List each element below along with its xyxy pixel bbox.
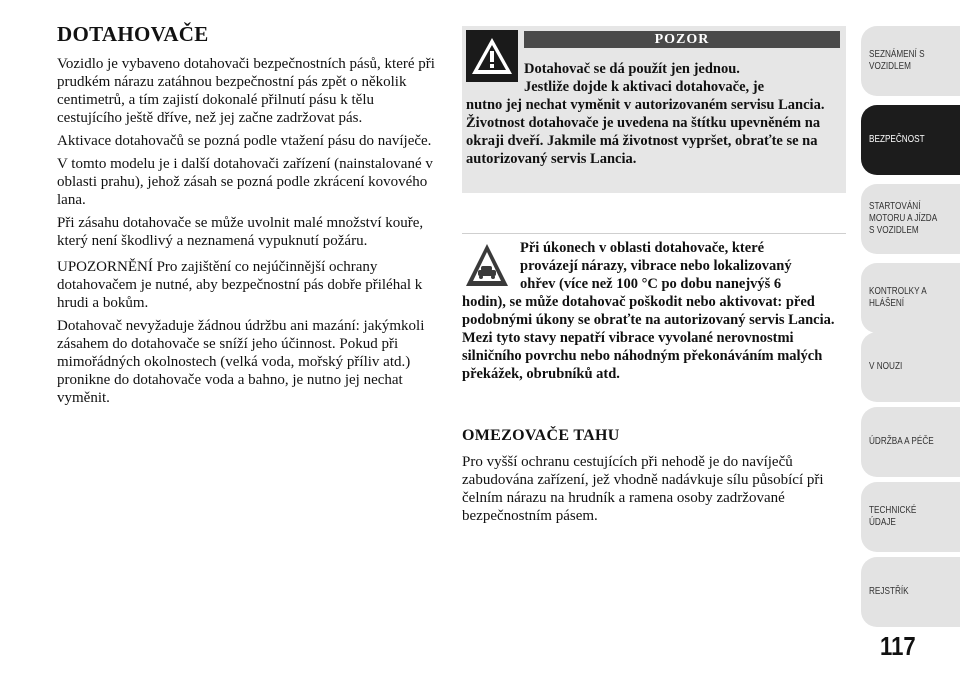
warning-label: POZOR	[524, 31, 840, 48]
tab-technicke-udaje[interactable]	[861, 482, 960, 552]
paragraph-1: Vozidlo je vybaveno dotahovači bezpečnostních pásů, které při prudkém nárazu zatáhnou bezpečnostní pás zpět o několik centimetrů, a tím zajistí dokonalé přilnutí pásu k tělu cestujícího ještě dříve, než jej začne zadržovat pás.	[57, 56, 435, 126]
tab-startovani[interactable]	[861, 184, 960, 254]
tab-label: V NOUZI	[869, 361, 903, 372]
section2-text: Pro vyšší ochranu cestujících při nehodě je do navíječů zabudována zařízení, jež vhodně nadávkuje sílu působící při čelním nárazu na hrudník a ramena osoby zadržované bezpečnostním pásem.	[462, 454, 824, 524]
paragraph-3: V tomto modelu je i další dotahovači zařízení (nainstalované v oblasti prahu), jehož zásah se pozná podle zkrácení kovového lana.	[57, 156, 433, 208]
page-number: 117	[880, 631, 916, 661]
tab-label: SEZNÁMENÍ S VOZIDLEM	[869, 49, 925, 72]
paragraph-2: Aktivace dotahovačů se pozná podle vtažení pásu do navíječe.	[57, 133, 432, 149]
section2-title: OMEZOVAČE TAHU	[462, 427, 620, 444]
tab-label: KONTROLKY A HLÁŠENÍ	[869, 286, 927, 309]
paragraph-warning-note: UPOZORNĚNÍ Pro zajištění co nejúčinnější ochrany dotahovačem je nutné, aby bezpečnostní pás dobře přiléhal k hrudi a bokům.	[57, 259, 423, 311]
warning-text	[466, 60, 842, 168]
warning-box	[462, 26, 846, 193]
tab-seznameni[interactable]	[861, 26, 960, 96]
caution-line-2: provázejí nárazy, vibrace nebo lokalizovaný	[520, 258, 792, 274]
tab-label: ÚDRŽBA A PÉČE	[869, 436, 934, 447]
tab-kontrolky[interactable]	[861, 263, 960, 333]
left-column	[57, 22, 442, 412]
warning-text-rest: nutno jej nechat vyměnit v autorizovaném servisu Lancia. Životnost dotahovače je uvedena na štítku upevněném na okraji dveří. Jakmile má životnost vypršet, obraťte se na autorizovaný servis Lancia.	[466, 97, 825, 167]
caution-note	[462, 239, 846, 383]
caution-line-1: Při úkonech v oblasti dotahovače, které	[520, 240, 765, 256]
tab-v-nouzi[interactable]	[861, 332, 960, 402]
tab-label: TECHNICKÉ ÚDAJE	[869, 505, 917, 528]
tab-label: STARTOVÁNÍ MOTORU A JÍZDA S VOZIDLEM	[869, 201, 938, 236]
warning-line-1: Dotahovač se dá použít jen jednou.	[524, 61, 740, 77]
paragraph-6: Dotahovač nevyžaduje žádnou údržbu ani mazání: jakýmkoli zásahem do dotahovače se sníží jeho účinnost. Pokud při mimořádných okolnostech (velká voda, mořský příliv atd.) pronikne do dotahovače voda a bahno, je nutno jej nechat vyměnit.	[57, 318, 425, 406]
paragraph-4: Při zásahu dotahovače se může uvolnit malé množství kouře, který není škodlivý a neznamená vypuknutí požáru.	[57, 215, 424, 249]
caution-line-3: ohřev (více než 100 °C po dobu nanejvýš 6	[520, 276, 782, 292]
tab-udrzba[interactable]	[861, 407, 960, 477]
caution-text-rest: hodin), se může dotahovač poškodit nebo aktivovat: před podobnými úkony se obraťte na autorizovaný servis Lancia. Mezi tyto stavy nepatří vibrace vyvolané nerovnostmi silničního povrchu nebo náhodným překonáváním malých překážek, obrubníků atd.	[462, 294, 835, 382]
divider	[462, 233, 846, 234]
tab-label: BEZPEČNOST	[869, 134, 925, 145]
section-title: DOTAHOVAČE	[57, 22, 209, 46]
warning-line-2: Jestliže dojde k aktivaci dotahovače, je	[524, 79, 765, 95]
tab-label: REJSTŘÍK	[869, 586, 909, 597]
tab-bezpecnost[interactable]	[861, 105, 960, 175]
tab-rejstrik[interactable]	[861, 557, 960, 627]
